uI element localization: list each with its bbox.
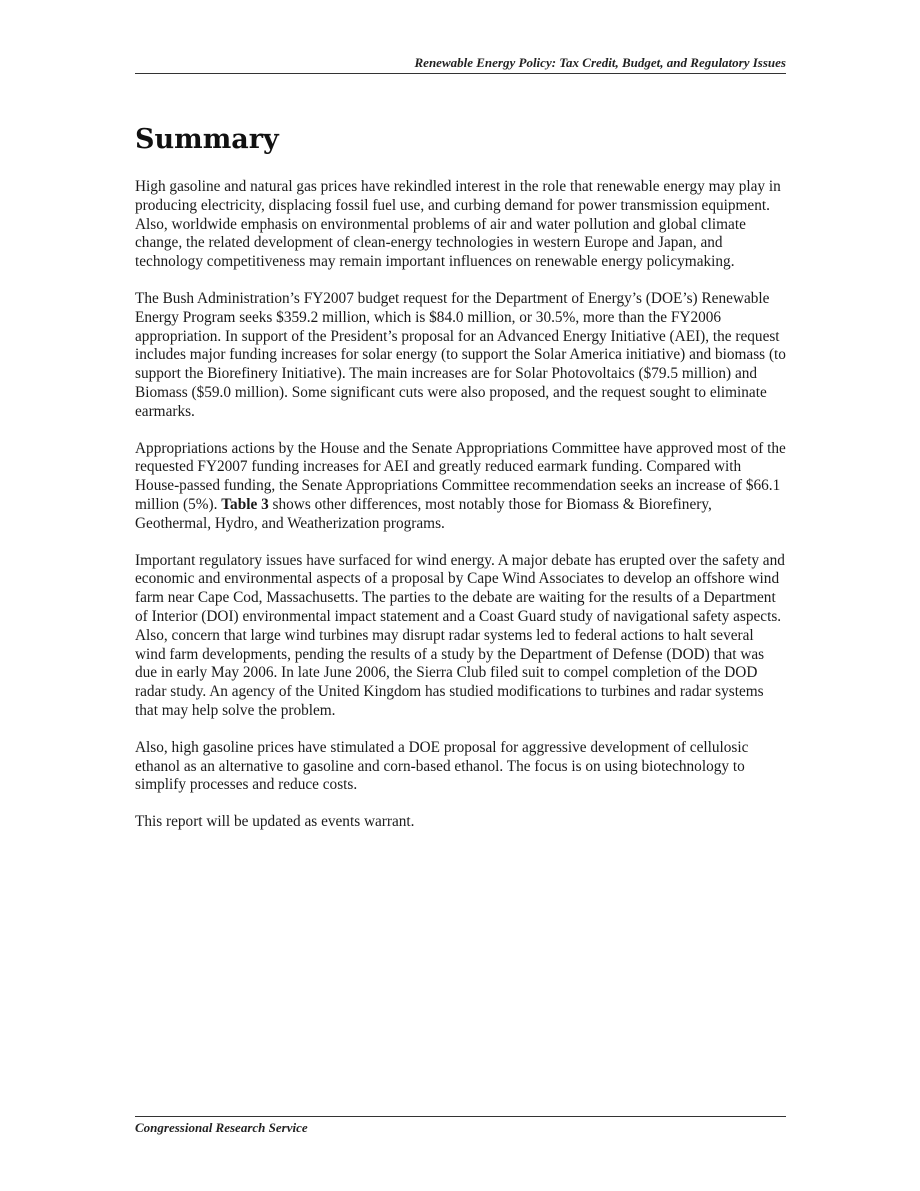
paragraph-3-text-end: shows other differences, most notably those for Biomass & Biorefinery, Geothermal, Hydro, and Weatherization programs. — [135, 495, 712, 532]
table-3-reference: Table 3 — [221, 495, 269, 513]
summary-paragraph-6: This report will be updated as events warrant. — [135, 813, 415, 831]
footer-divider — [135, 1116, 786, 1117]
summary-paragraph-3 — [135, 440, 787, 534]
page-title: Summary — [135, 124, 279, 155]
running-footer-organization: Congressional Research Service — [135, 1120, 308, 1135]
summary-paragraph-5: Also, high gasoline prices have stimulated a DOE proposal for aggressive development of cellulosic ethanol as an alternative to gasoline and corn-based ethanol. The focus is on using biotechnology to simplify processes and reduce costs. — [135, 738, 749, 794]
summary-paragraph-2: The Bush Administration’s FY2007 budget request for the Department of Energy’s (DOE’s) Renewable Energy Program seeks $359.2 million, which is $84.0 million, or 30.5%, more than the FY2006 appropriation. In support of the President’s proposal for an Advanced Energy Initiative (AEI), the request includes major funding increases for solar energy (to support the Solar America initiative) and biomass (to support the Biorefinery Initiative). The main increases are for Solar Photovoltaics ($79.5 million) and Biomass ($59.0 million). Some significant cuts were also proposed, and the request sought to eliminate earmarks. — [135, 289, 786, 420]
summary-paragraph-1: High gasoline and natural gas prices have rekindled interest in the role that renewable energy may play in producing electricity, displacing fossil fuel use, and curbing demand for power transmission equipment. Also, worldwide emphasis on environmental problems of air and water pollution and global climate change, the related development of clean-energy technologies in western Europe and Japan, and technology competitiveness may remain important influences on renewable energy policymaking. — [135, 178, 781, 271]
header-divider — [135, 73, 786, 74]
summary-paragraph-4: Important regulatory issues have surfaced for wind energy. A major debate has erupted over the safety and economic and environmental aspects of a proposal by Cape Wind Associates to develop an offshore wind farm near Cape Cod, Massachusetts. The parties to the debate are waiting for the results of a Department of Interior (DOI) environmental impact statement and a Coast Guard study of navigational safety aspects. Also, concern that large wind turbines may disrupt radar systems led to federal actions to halt several wind farm developments, pending the results of a study by the Department of Defense (DOD) that was due in early May 2006. In late June 2006, the Sierra Club filed suit to compel completion of the DOD radar study. An agency of the United Kingdom has studied modifications to turbines and radar systems that may help solve the problem. — [135, 551, 785, 719]
paragraph-3-text-start: Appropriations actions by the House and the Senate Appropriations Committee have approved most of the requested FY2007 funding increases for AEI and greatly reduced earmark funding. Compared with House-passed funding, the Senate Appropriations Committee recommendation seeks an increase of $66.1 million (5%). — [135, 439, 786, 513]
running-header-title: Renewable Energy Policy: Tax Credit, Budget, and Regulatory Issues — [414, 55, 786, 70]
summary-body — [135, 178, 787, 850]
